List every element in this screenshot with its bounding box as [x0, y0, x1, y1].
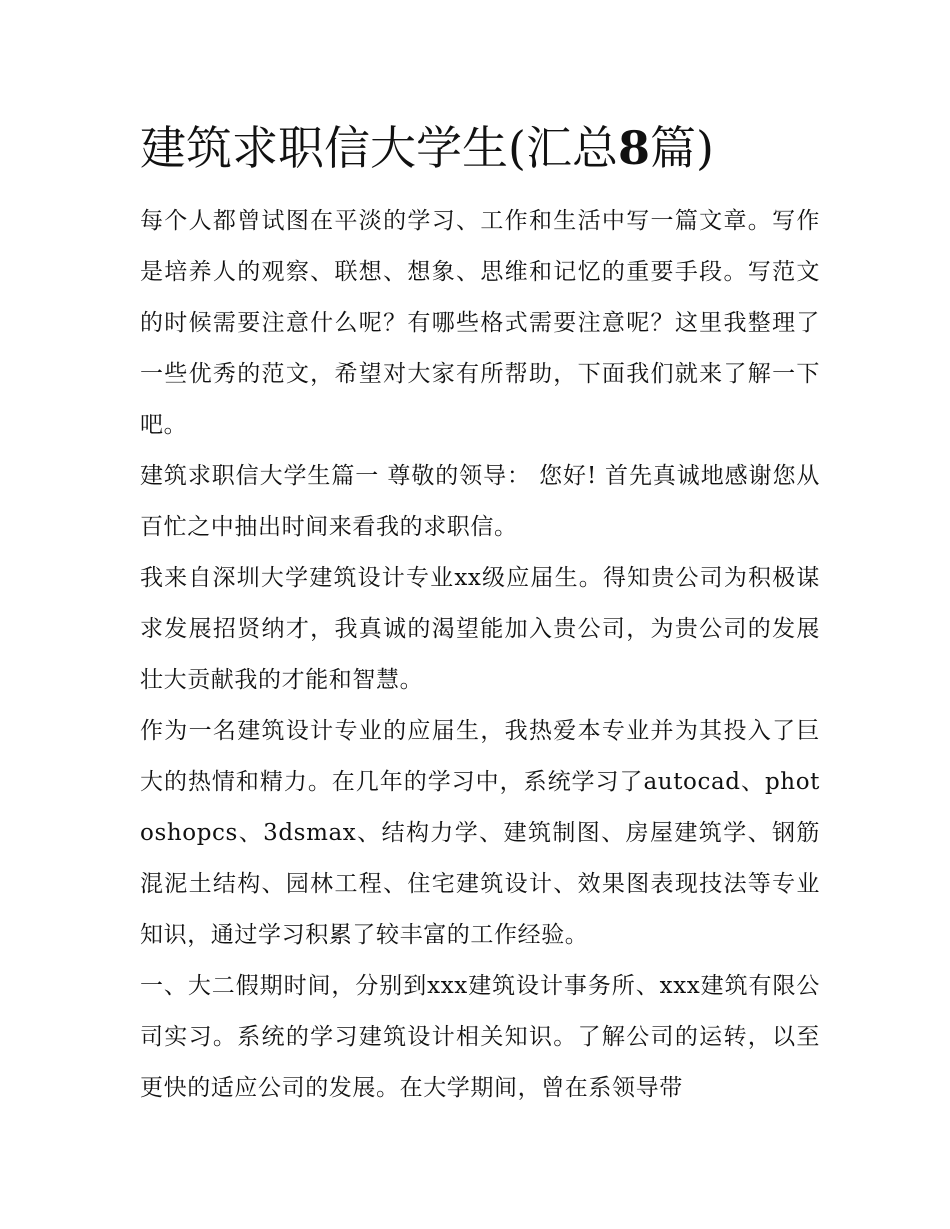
title-number: 8	[617, 121, 650, 175]
paragraph-skills: 作为一名建筑设计专业的应届生，我热爱本专业并为其投入了巨大的热情和精力。在几年的学习中，系统学习了autocad、photoshopcs、3dsmax、结构力学、建筑制图、房屋建筑学、钢筋混泥土结构、园林工程、住宅建筑设计、效果图表现技法等专业知识，通过学习积累了较丰富的工作经验。	[140, 718, 820, 948]
document-title	[140, 118, 840, 178]
document-body	[140, 196, 820, 1114]
paragraph-internship: 一、大二假期时间，分别到xxx建筑设计事务所、xxx建筑有限公司实习。系统的学习建筑设计相关知识。了解公司的运转，以至更快的适应公司的发展。在大学期间，曾在系领导带	[140, 973, 820, 1101]
title-suffix: 篇)	[649, 121, 714, 175]
title-text: 建筑求职信大学生(汇总	[140, 121, 618, 175]
paragraph-intro: 每个人都曾试图在平淡的学习、工作和生活中写一篇文章。写作是培养人的观察、联想、想象、思维和记忆的重要手段。写范文的时候需要注意什么呢？有哪些格式需要注意呢？这里我整理了一些优秀的范文，希望对大家有所帮助，下面我们就来了解一下吧。	[140, 208, 820, 438]
paragraph-background: 我来自深圳大学建筑设计专业xx级应届生。得知贵公司为积极谋求发展招贤纳才，我真诚的渴望能加入贵公司，为贵公司的发展壮大贡献我的才能和智慧。	[140, 565, 820, 693]
paragraph-letter-opening: 建筑求职信大学生篇一 尊敬的领导： 您好! 首先真诚地感谢您从百忙之中抽出时间来看我的求职信。	[140, 463, 820, 540]
